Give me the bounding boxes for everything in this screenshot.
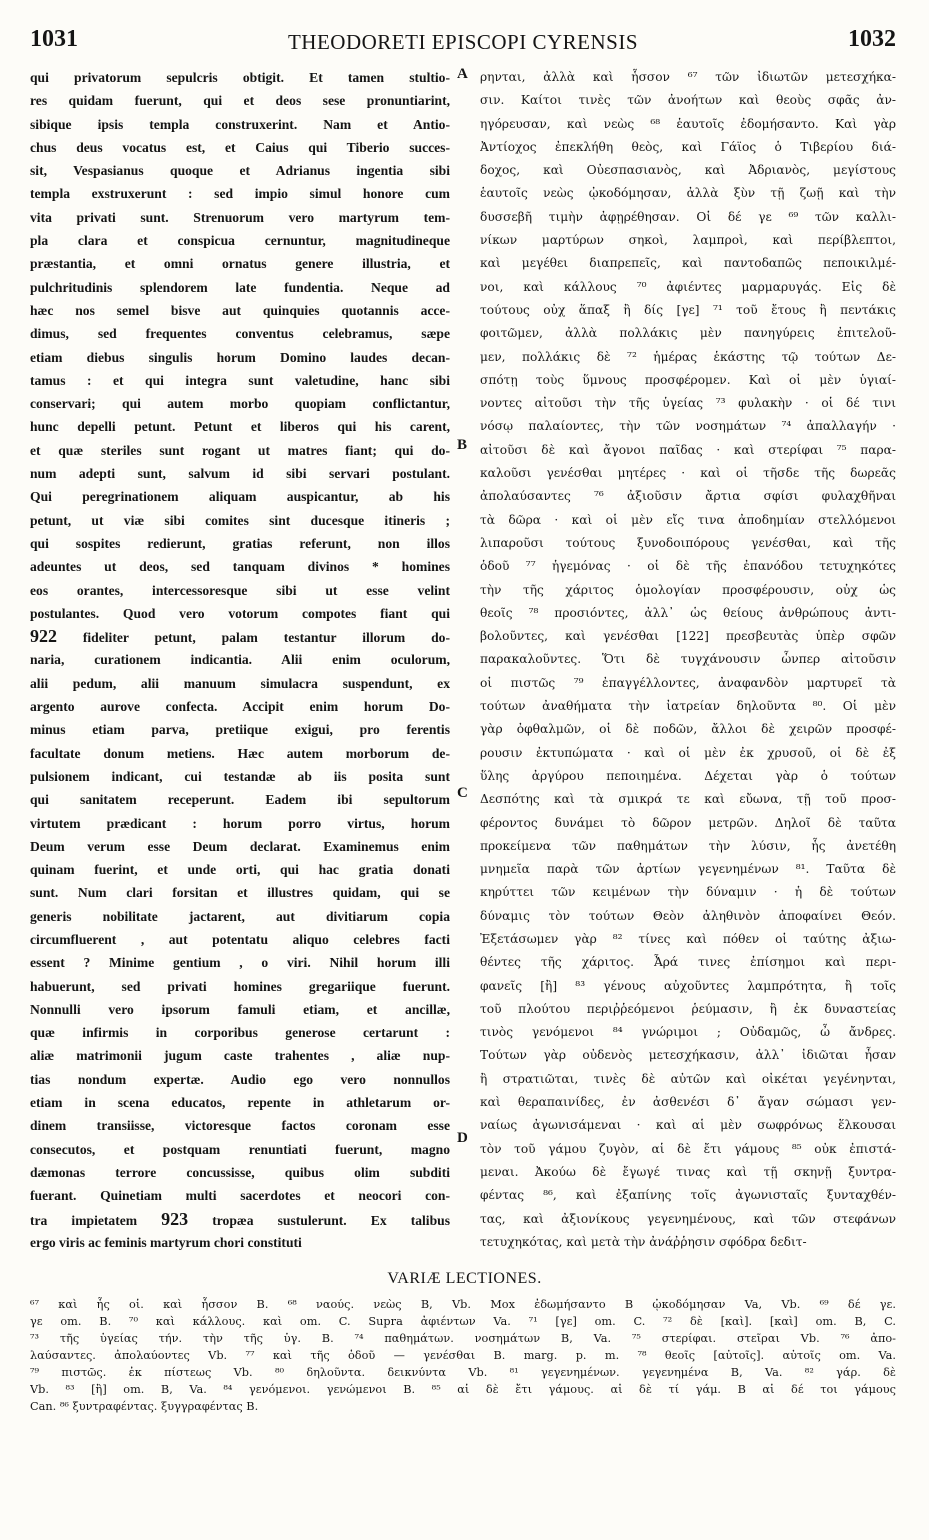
latin-text-line: num adepti sunt, salvum id sibi servari postulant. <box>30 466 450 482</box>
variant-readings-notes <box>30 1296 896 1415</box>
greek-text-line: νοντες αἰτοῦσι τὴν τῆς ὑγείας ⁷³ φυλακὴν · οἱ δέ τινι <box>480 396 896 411</box>
latin-text-line: hæc nos semel bisve aut quinquies quotannis acce- <box>30 302 450 318</box>
latin-text-line: sibique ipsis templa construxerint. Nam et Antio- <box>30 116 450 132</box>
greek-text-line: προκείμενα τῶν παθημάτων τὴν λύσιν, ἧς ἀνετέθη <box>480 838 896 853</box>
greek-text-line: ὕλης ἀργύρου πεποιημένα. Δέχεται γὰρ ὁ τούτων <box>480 768 896 783</box>
latin-text-line: sunt. Num clari forsitan et illustres quidam, qui se <box>30 885 450 901</box>
greek-text-line: τὸν τοῦ γάμου ζυγὸν, αἱ δὲ ἔτι γάμους ⁸⁵ οὐκ ἐπιστά- <box>480 1141 896 1156</box>
note-line: λαύσαντες. ἀπολαύοντες Vb. ⁷⁷ καὶ τῆς ὁδοῦ — γενέσθαι B. marg. p. m. ⁷⁸ θεοῖς [αὐτοῖς]. αὐτοῖς om. Va. <box>30 1349 896 1362</box>
greek-text-line: δύναμις τὸν τούτων Θεὸν ἀληθινὸν ἀποφαίνει Θεόν. <box>480 908 896 923</box>
greek-text-line: νίκων μαρτύρων σηκοὶ, λαμπροὶ, καὶ περίβλεπτοι, <box>480 233 896 248</box>
latin-text-line: tamus : et qui integra sunt valetudine, hanc sibi <box>30 372 450 388</box>
latin-text-line: naria, curationem indicantia. Alii enim oculorum, <box>30 652 450 668</box>
right-page-number: 1032 <box>848 26 896 52</box>
latin-text-line: quæ infirmis in corporibus generose certarunt : <box>30 1025 450 1041</box>
latin-text-line: dimus, sed frequentes conventus celebramus, sæpe <box>30 326 450 342</box>
latin-text-line: tias nondum expertæ. Audio ego vero nonnullos <box>30 1071 450 1087</box>
column-number-922: 922 <box>30 626 57 647</box>
greek-text-line: ρουσιν ἐκτυπώματα · καὶ οἱ μὲν ἐκ χρυσοῦ, οἱ δὲ ἐξ <box>480 745 896 760</box>
greek-text-line: παρακαλοῦντες. Ὅτι δὲ τυγχάνουσιν ὧνπερ αἰτοῦσιν <box>480 652 896 667</box>
running-header <box>30 26 896 60</box>
greek-text-line: καὶ μεγέθει διαπρεπεῖς, καὶ παντοδαπῶς πεποικιλμέ- <box>480 256 896 271</box>
greek-text-line: οἱ πιστῶς ⁷⁹ ἐπαγγέλλοντες, ἀναφανδὸν μαρτυρεῖ τὰ <box>480 675 896 690</box>
latin-text-line: templa exstruxerunt : sed impio simul honore cum <box>30 186 450 202</box>
greek-text-line: τινὸς γενόμενοι ⁸⁴ γνώριμοι ; Οὐδαμῶς, ὦ ἄνδρες. <box>480 1025 896 1040</box>
latin-text-line: dinem transiisse, victoresque factos coronam esse <box>30 1118 450 1134</box>
greek-text-line: μνημεῖα παρὰ τῶν ἀρτίων γεγενημένων ⁸¹. Ταῦτα δὲ <box>480 862 896 877</box>
latin-text-line: aliæ matrimonii jugum caste trahentes , aliæ nup- <box>30 1048 450 1064</box>
latin-text-line: minus etiam parva, pretiique exigui, pro ferentis <box>30 722 450 738</box>
latin-text-line: ergo viris ac feminis martyrum chori constituti <box>30 1234 302 1250</box>
latin-text-line: qui privatorum sepulcris obtigit. Et tamen stultio- <box>30 70 450 85</box>
note-line: Vb. ⁸³ [ἢ] om. B, Va. ⁸⁴ γενόμενοι. γενώμενοι B. ⁸⁵ αἱ δὲ ἔτι γάμους. αἱ δὲ τί γάμ. B αἱ δέ τοι γάμους <box>30 1383 896 1396</box>
latin-text-line: pla clara et conspicua cernuntur, magnitudineque <box>30 233 450 249</box>
greek-text-line: αἰτοῦσι δὲ καὶ ἄγονοι παῖδας · καὶ στερίφαι ⁷⁵ παρα- <box>480 442 896 457</box>
latin-text-line: 922 fideliter petunt, palam testantur illorum do- <box>30 626 450 647</box>
greek-text-line: ἑαυτοῖς νεὼς ᾠκοδόμησαν, ἀλλὰ ξὺν τῇ ζωῇ καὶ τὴν <box>480 186 896 201</box>
latin-text-line: et quæ steriles sunt rogant ut matres fiant; qui do- <box>30 442 450 458</box>
greek-text-line: λιπαροῦσι τούτους ξυνοδοιπόρους γενέσθαι, καὶ τῆς <box>480 535 896 550</box>
latin-text-line: consecutos, et postquam renuntiati fuerunt, magno <box>30 1141 450 1157</box>
greek-text-line: ὁδοῦ ⁷⁷ ἡγεμόνας · οἱ δὲ τῆς ἐπανόδου τετυχηκότες <box>480 559 896 574</box>
latin-text-line: petunt, ut viæ sibi comites sint ducesque itineris ; <box>30 512 450 528</box>
margin-marker-a: A <box>457 66 468 82</box>
greek-text-line: Τούτων γὰρ οὐδενὸς μετεσχήκασιν, ἀλλ᾽ ἰδιῶται ἦσαν <box>480 1048 896 1063</box>
latin-text-line: postulantes. Quod vero votorum compotes fiant qui <box>30 605 450 621</box>
greek-text-line: ναίως ἀγωνισάμεναι · καὶ αἱ μὲν σωφρόνως ἕλκουσαι <box>480 1118 896 1133</box>
greek-text-line: τὴν τῆς χάριτος ὁμολογίαν προσφέρουσιν, οὐχ ὡς <box>480 582 896 597</box>
latin-text-line: res quidam fuerunt, qui et deos sese pronuntiarint, <box>30 93 450 109</box>
greek-text-line: σπότῃ τοὺς ὕμνους προσφέρομεν. Καὶ οἱ μὲν ὑγιαί- <box>480 372 896 387</box>
latin-text-line: generis nobilitate jactarent, aut divitiarum copia <box>30 908 450 924</box>
latin-text-line: habuerunt, sed privati homines gregariique fuerunt. <box>30 978 450 994</box>
latin-text-line: qui sospites redierunt, gratias referunt, non illos <box>30 535 450 551</box>
latin-text-line: tra impietatem 923 tropæa sustulerunt. Ex talibus <box>30 1208 450 1229</box>
greek-text-line: φέντας ⁸⁶, καὶ ἐξαπίνης τοῖς ἀγωνισταῖς ξυνταχθέν- <box>480 1188 896 1203</box>
latin-text-line: conservari; qui autem morbo quopiam conflictantur, <box>30 396 450 412</box>
greek-text-line: Δεσπότης καὶ τὰ σμικρά τε καὶ εὔωνα, τῇ τοῦ προσ- <box>480 792 896 807</box>
greek-text-line: τούτους οὐχ ἅπαξ ἢ δίς [γε] ⁷¹ τοῦ ἔτους ἢ πεντάκις <box>480 302 896 317</box>
greek-text-line: τούτων ἀναθήματα τὴν ἰατρείαν δηλοῦντα ⁸⁰. Οἱ μὲν <box>480 699 896 714</box>
greek-text-line: σιν. Καίτοι τινὲς τῶν ἀνοήτων καὶ θεοὺς σφᾶς ἀν- <box>480 93 896 108</box>
left-page-number: 1031 <box>30 26 78 52</box>
latin-text-line: quinam fuerint, et unde orti, qui hac gratia donati <box>30 862 450 878</box>
note-line: Can. ⁸⁶ ξυντραφέντας. ξυγγραφέντας B. <box>30 1400 259 1413</box>
latin-text-line: circumfluerent , aut potentatu aliquo celebres facti <box>30 931 450 947</box>
greek-text-line: δυσσεβῆ τιμὴν ἀφῃρέθησαν. Οἱ δέ γε ⁶⁹ τῶν καλλι- <box>480 209 896 224</box>
greek-text-line: Ἐξετάσωμεν γὰρ ⁸² τίνες καὶ πόθεν οἱ ταύτης ἀξιω- <box>480 931 896 946</box>
greek-text-line: καλοῦσι γενέσθαι μητέρες · καὶ οἱ τῆσδε τῆς δωρεᾶς <box>480 466 896 481</box>
latin-text-line: adeuntes ut deos, sed tanquam divinos * homines <box>30 559 450 575</box>
greek-text-line: ρηνται, ἀλλὰ καὶ ἧσσον ⁶⁷ τῶν ἰδιωτῶν μετεσχήκα- <box>480 70 896 84</box>
latin-column <box>30 66 450 1254</box>
column-number-923: 923 <box>161 1208 189 1229</box>
latin-text-line: etiam diebus singulis horum Domino laudes decan- <box>30 349 450 365</box>
greek-text-line: ηγόρευσαν, καὶ νεὼς ⁶⁸ ἑαυτοῖς ἐδομήσαντο. Καὶ γὰρ <box>480 116 896 131</box>
greek-text-line: μεναι. Ἀκούω δὲ ἔγωγέ τινας καὶ τῇ σκηνῇ ξυντρα- <box>480 1164 896 1179</box>
latin-text-line: etiam in scena educatos, repente in athletarum or- <box>30 1095 450 1111</box>
latin-text-line: sit, Vespasianus quoque et Adrianus ingentia sibi <box>30 163 450 179</box>
greek-text-line: γὰρ ὀφθαλμῶν, οἱ δὲ ποδῶν, ἄλλοι δὲ χειρῶν προσφέ- <box>480 722 896 737</box>
margin-marker-c: C <box>457 785 468 801</box>
greek-text-line: θέντες τῆς χάριτος. Ἆρά τινες ἐπίσημοι καὶ περι- <box>480 955 896 970</box>
greek-text-line: δοχος, καὶ Οὐεσπασιανὸς, καὶ Ἀδριανὸς, μεγίστους <box>480 163 896 178</box>
latin-text-line: eos orantes, intercessoresque sibi ut esse velint <box>30 582 450 598</box>
note-line: γε om. B. ⁷⁰ καὶ κάλλους. καὶ om. C. Supra ἀφιέντων Va. ⁷¹ [γε] om. C. ⁷² δὲ [καὶ]. [καὶ] om. B, C. <box>30 1315 896 1328</box>
latin-text-line: pulsionem indicant, cui testandæ ab iis posita sunt <box>30 768 450 784</box>
greek-text-line: Ἀντίοχος ἐπεκλήθη θεὸς, καὶ Γάϊος ὁ Τιβερίου διά- <box>480 139 896 154</box>
greek-text-line: ἢ στρατιῶται, τινὲς δὲ αὐτῶν καὶ οἰκέται γεγένηνται, <box>480 1071 896 1086</box>
note-line: ⁷³ τῆς ὑγείας τήν. τὴν τῆς ὑγ. B. ⁷⁴ παθημάτων. νοσημάτων B, Va. ⁷⁵ στερίφαι. στεῖραι Vb. ⁷⁶ ἀπο- <box>30 1332 896 1345</box>
latin-text-line: alii pedum, alii manuum simulacra suspendunt, ex <box>30 675 450 691</box>
greek-text-line: καὶ θεραπαινίδες, ἐν ἀσθενέσι δ᾽ ἄγαν σώμασι γεν- <box>480 1095 896 1110</box>
latin-text-line: facultate donum metiens. Hæc autem morborum de- <box>30 745 450 761</box>
latin-text-line: argento aurove confecta. Accipit enim horum Do- <box>30 699 450 715</box>
greek-text-line: θεοῖς ⁷⁸ προσιόντες, ἀλλ᾽ ὡς θείους ἀνθρώπους ἀντι- <box>480 605 896 620</box>
latin-text-line: pulchritudinis splendorem late fundentia. Neque ad <box>30 279 450 295</box>
greek-text-line: φανεῖς [ἢ] ⁸³ γένους αὐχοῦντες λαμπρότητα, ἢ τοῖς <box>480 978 896 993</box>
latin-text-line: vita privati sunt. Strenuorum vero martyrum tem- <box>30 209 450 225</box>
latin-text-line: qui sanitatem receperunt. Eadem ibi sepultorum <box>30 792 450 808</box>
greek-text-line: τας, καὶ ἀξιονίκους γεγενημένους, καὶ τῶν στεφάνων <box>480 1211 896 1226</box>
greek-text-line: τετυχηκότας, καὶ μετὰ τὴν ἀνάῤῥησιν σφόδρα δεδιτ- <box>480 1234 807 1249</box>
latin-text-line: virtutem prædicant : horum porro virtus, horum <box>30 815 450 831</box>
latin-text-line: essent ? Minime gentium , o viri. Nihil horum illi <box>30 955 450 971</box>
margin-marker-d: D <box>457 1130 468 1146</box>
latin-text-line: fuerant. Quinetiam multi sacerdotes et neocori con- <box>30 1188 450 1204</box>
greek-text-line: κηρύττει τῶν κειμένων τὴν δύναμιν · ἡ δὲ τούτων <box>480 885 896 900</box>
note-line: ⁶⁷ καὶ ἧς οἱ. καὶ ἧσσον B. ⁶⁸ ναούς. νεὼς B, Vb. Mox ἐδωμήσαντο B ᾠκοδόμησαν Va, Vb. ⁶⁹ δέ γε. <box>30 1298 896 1311</box>
greek-column <box>480 66 896 1254</box>
running-title: THEODORETI EPISCOPI CYRENSIS <box>287 30 639 54</box>
greek-text-line: τοῦ πλούτου περιῤῥεόμενοι ῥεύμασιν, ἢ ἐκ δυναστείας <box>480 1001 896 1016</box>
latin-text-line: hunc depelli petunt. Petunt et liberos qui his carent, <box>30 419 450 435</box>
latin-text-line: dæmonas terrore concussisse, quibus olim subditi <box>30 1164 450 1180</box>
greek-text-line: ἀπολαύσαντες ⁷⁶ ἀξιοῦσιν ἄρτια σφίσι φυλαχθῆναι <box>480 489 896 504</box>
latin-text-line: Qui peregrinationem aliquam auspicantur, ab his <box>30 489 450 505</box>
greek-text-line: βολοῦντες, καὶ γενέσθαι [122] πρεσβευτὰς ὑπὲρ σφῶν <box>480 629 896 644</box>
greek-text-line: φέροντος δυνάμει τὸ δῶρον μετρῶν. Δηλοῖ δὲ ταῦτα <box>480 815 896 830</box>
greek-text-line: νόσῳ παλαίοντες, τὴν τῶν νοσημάτων ⁷⁴ ἀπαλλαγήν · <box>480 419 896 434</box>
variae-lectiones-title: VARIÆ LECTIONES. <box>387 1270 542 1287</box>
greek-text-line: φοιτῶμεν, ἀλλὰ πολλάκις μὲν πανηγύρεις ἐπιτελοῦ- <box>480 326 896 341</box>
greek-text-line: νοι, καὶ κάλλους ⁷⁰ ἀφιέντες μαρμαρυγάς. Εἰς δὲ <box>480 279 896 294</box>
latin-text-line: Nonnulli vero ipsorum famuli etiam, et ancillæ, <box>30 1001 450 1017</box>
note-line: ⁷⁹ πιστῶς. ἐκ πίστεως Vb. ⁸⁰ δηλοῦντα. δεικνύντα Vb. ⁸¹ γεγενημένων. γεγενημένα B, Va. ⁸² γάρ. δὲ <box>30 1366 896 1379</box>
latin-text-line: chus deus vocatus est, et Caius qui Tiberio succes- <box>30 139 450 155</box>
margin-marker-b: B <box>457 437 468 453</box>
greek-text-line: τὰ δῶρα · καὶ οἱ μὲν εἴς τινα ἀποδημίαν στελλόμενοι <box>480 512 896 527</box>
latin-text-line: Deum verum esse Deum declarat. Examinemus enim <box>30 838 450 854</box>
latin-text-line: præstantia, et omni ornatus genere illustria, et <box>30 256 450 272</box>
greek-text-line: μεν, πολλάκις δὲ ⁷² ἡμέρας ἑκάστης τῷ τούτων Δε- <box>480 349 896 364</box>
